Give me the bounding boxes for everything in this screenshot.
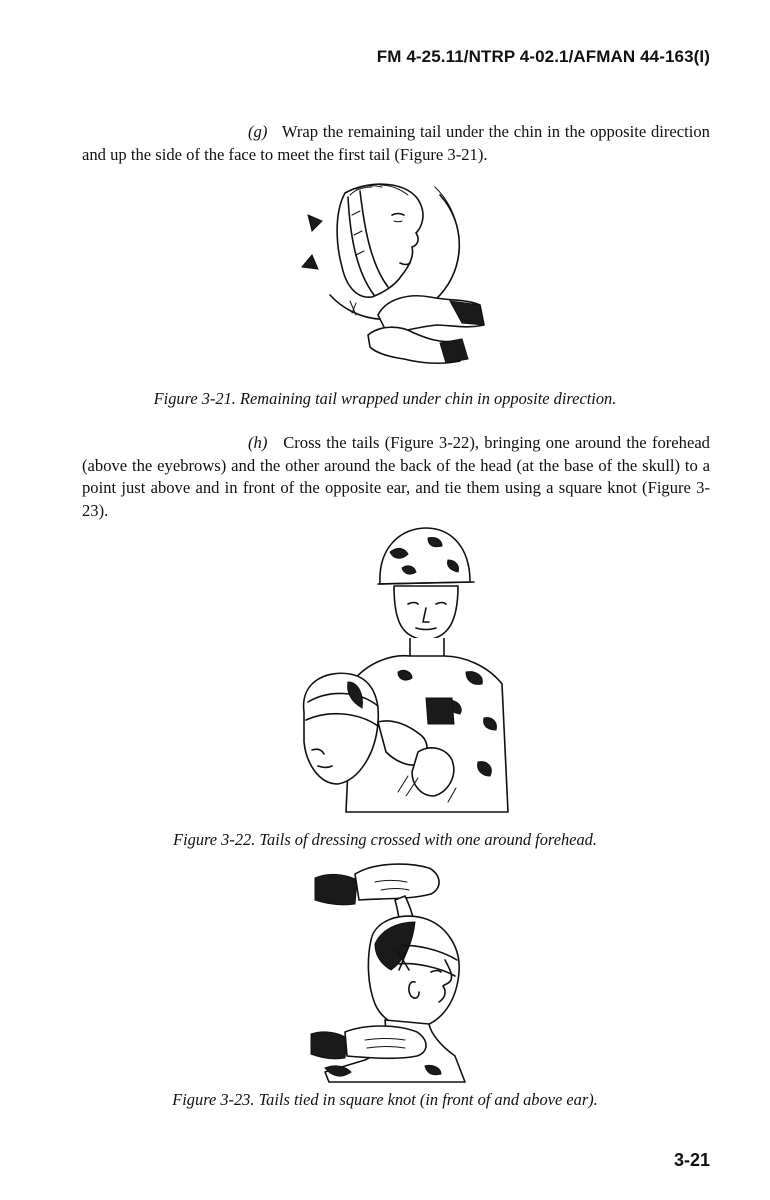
figure-3-21 <box>290 175 500 375</box>
figure-3-22-caption: Figure 3-22. Tails of dressing crossed with one around forehead. <box>173 830 597 849</box>
running-header: FM 4-25.11/NTRP 4-02.1/AFMAN 44-163(I) <box>376 47 710 66</box>
step-text-g: Wrap the remaining tail under the chin in the opposite direction and up the side of the face to meet the first tail (Figure 3-21). <box>82 122 710 164</box>
figure-3-21-caption: Figure 3-21. Remaining tail wrapped under chin in opposite direction. <box>153 389 617 408</box>
paragraph-h <box>82 432 710 522</box>
figure-3-22 <box>298 522 518 822</box>
step-label-h: (h) <box>248 433 268 452</box>
step-label-g: (g) <box>248 122 268 141</box>
figure-3-23 <box>305 860 475 1085</box>
crossed-tails-illustration <box>298 522 518 822</box>
paragraph-g <box>82 121 710 166</box>
page-number: 3-21 <box>673 1150 710 1170</box>
figure-3-23-caption: Figure 3-23. Tails tied in square knot (in front of and above ear). <box>172 1090 598 1109</box>
step-text-h: Cross the tails (Figure 3-22), bringing one around the forehead (above the eyebrows) and the other around the back of the head (at the base of the skull) to a point just above and in front of the opposite ear, and tie them using a square knot (Figure 3-23). <box>82 433 710 520</box>
square-knot-illustration <box>305 860 475 1085</box>
chin-wrap-illustration <box>290 175 500 375</box>
